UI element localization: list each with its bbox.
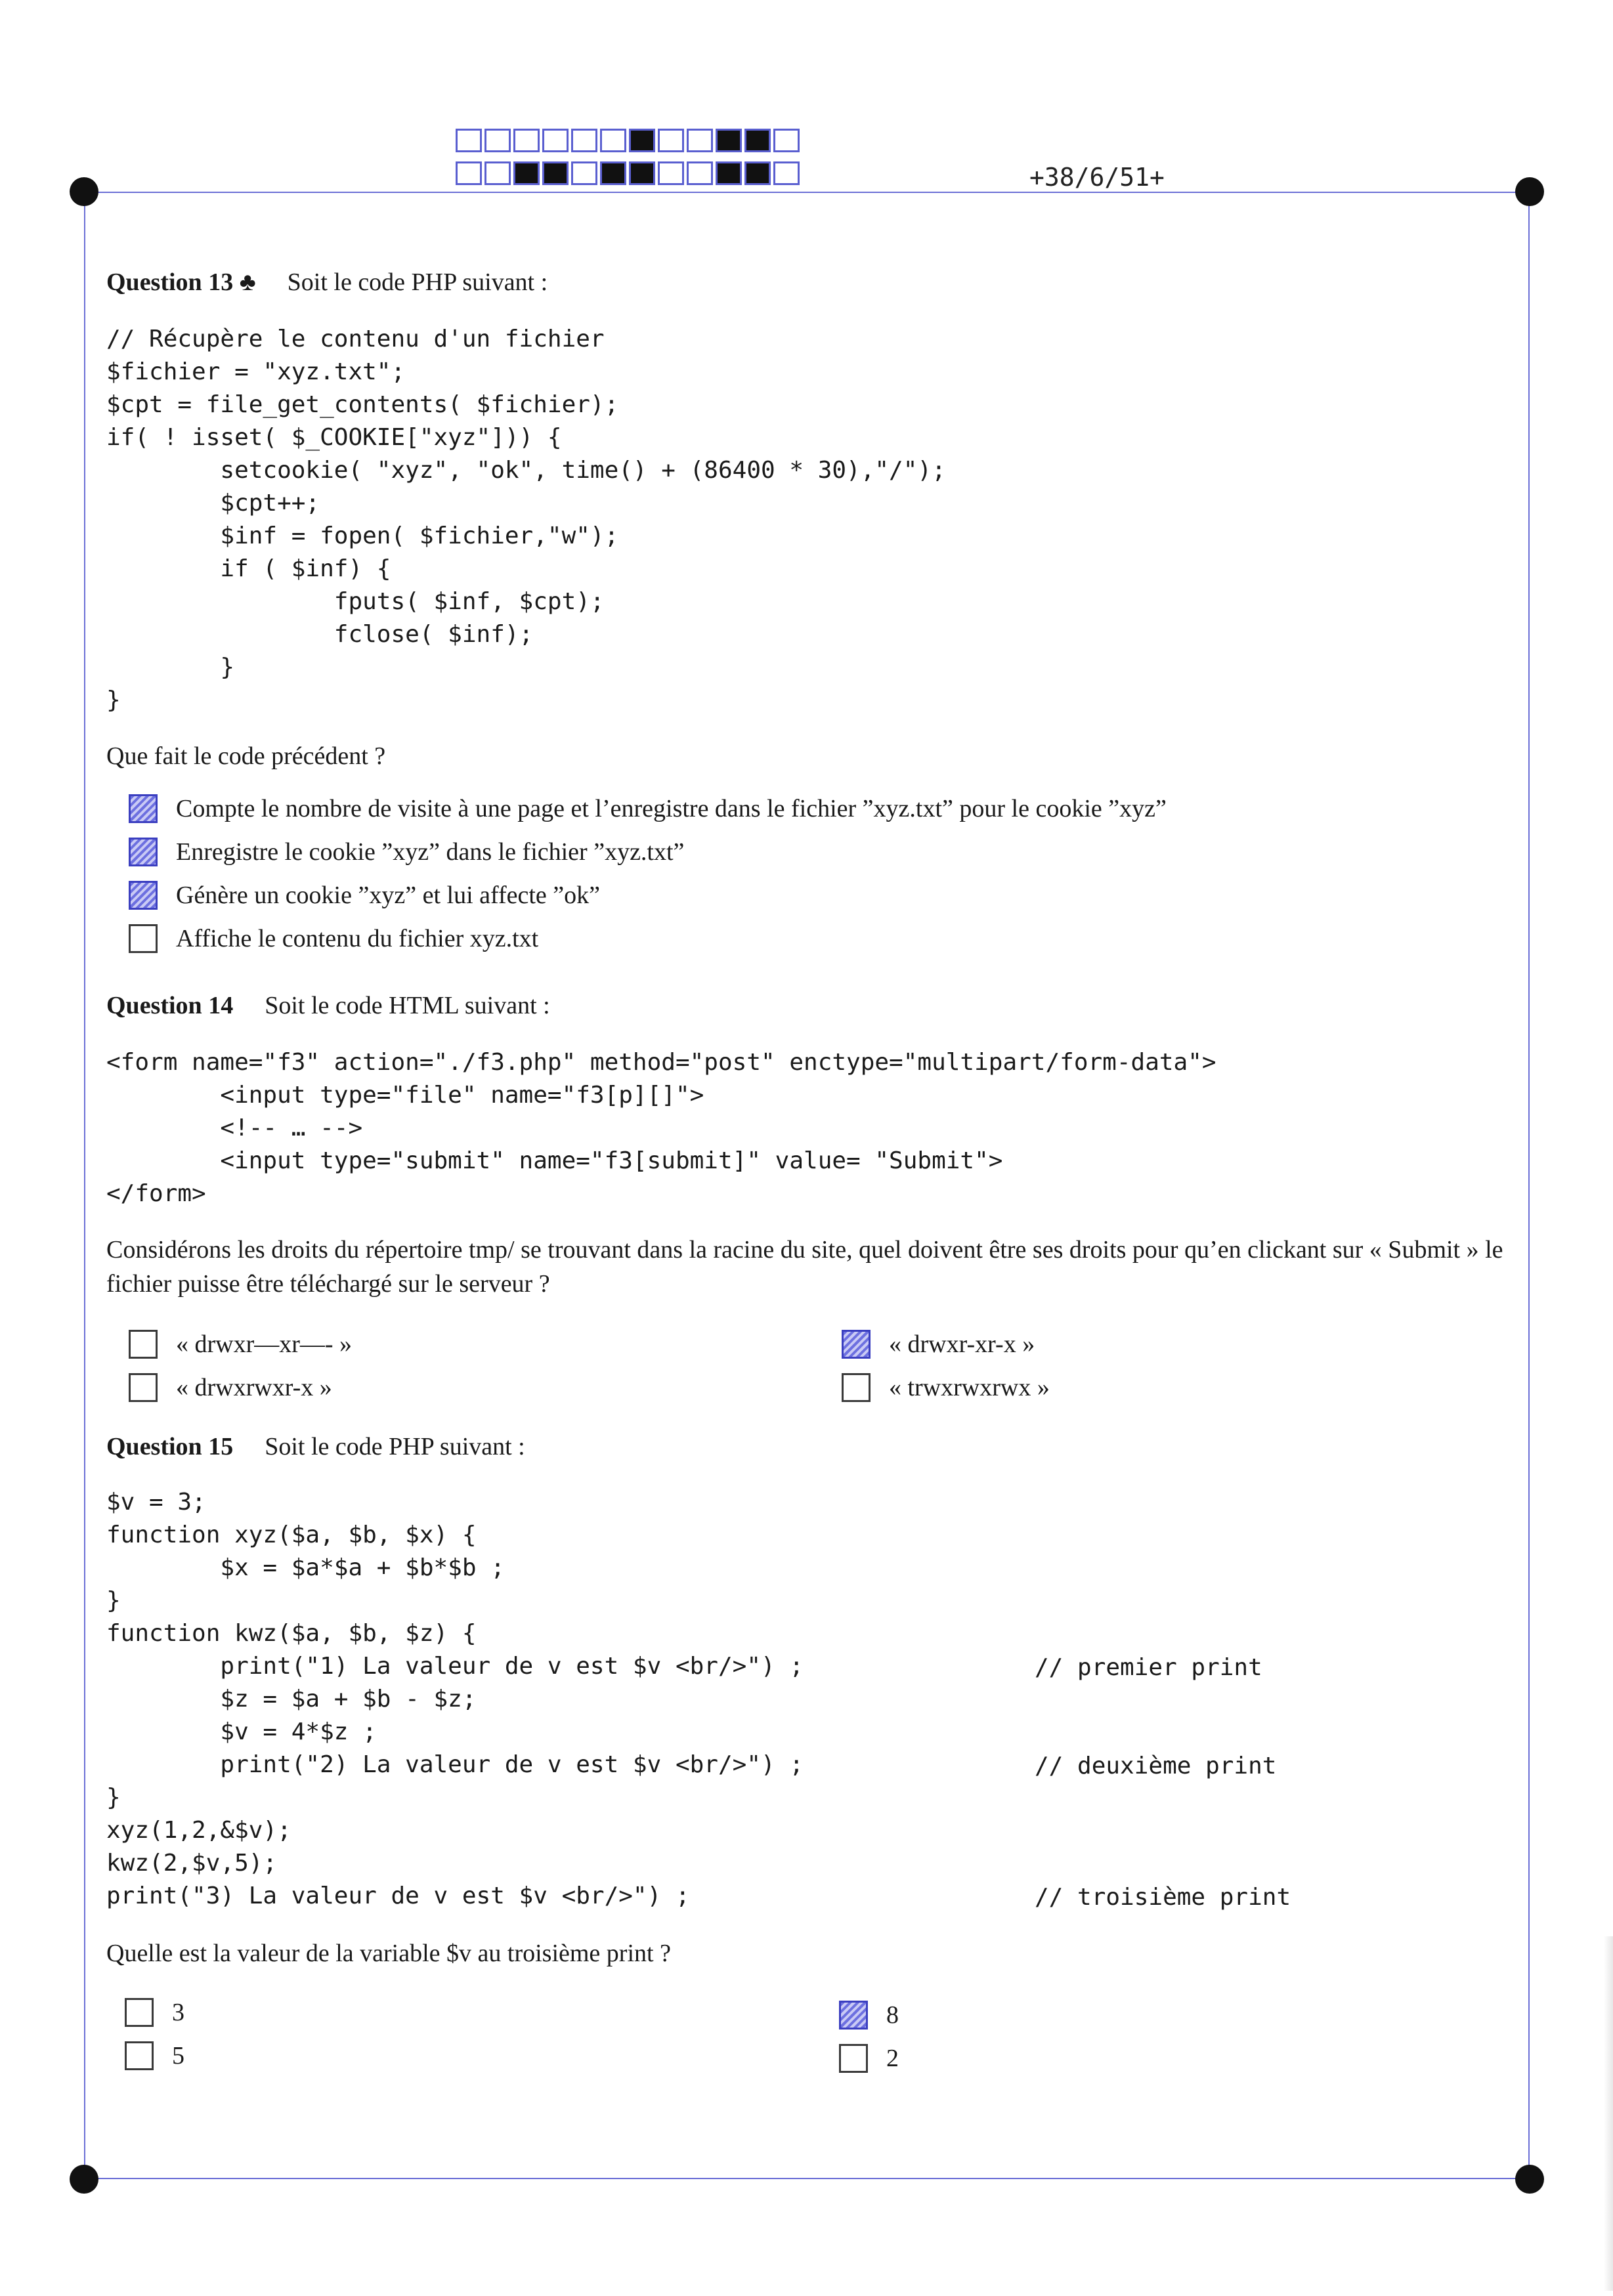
answer-label: Compte le nombre de visite à une page et l’enregistre dans le fichier ”xyz.txt” pour le cookie ”xyz” <box>176 795 1167 822</box>
question-14-intro: Soit le code HTML suivant : <box>265 992 550 1019</box>
barcode-cell <box>629 129 655 152</box>
barcode-cell <box>484 161 511 185</box>
barcode-cell <box>542 129 569 152</box>
comment-premier-print: // premier print <box>1035 1654 1262 1681</box>
q15-answer-1[interactable] <box>125 1998 184 2027</box>
barcode-cell <box>513 129 540 152</box>
question-14-prompt: Considérons les droits du répertoire tmp/ se trouvant dans la racine du site, quel doivent être ses droits pour qu’en clickant sur « Submit » le fichier puisse être téléchargé sur le serveur ? <box>106 1236 1503 1298</box>
barcode-cell <box>773 161 800 185</box>
barcode-cell <box>513 161 540 185</box>
answer-checkbox[interactable] <box>129 881 158 910</box>
barcode-cell <box>542 161 569 185</box>
barcode-cell <box>484 129 511 152</box>
answer-checkbox[interactable] <box>129 1330 158 1359</box>
question-13-code: // Récupère le contenu d'un fichier $fichier = "xyz.txt"; $cpt = file_get_contents( $fichier); if( ! isset( $_COOKIE["xyz"])) { setcookie( "xyz", "ok", time() + (86400 * 30),"/"); $cpt++; $inf = fopen( $fichier,"w"); if ( $inf) { fputs( $inf, $cpt); fclose( $inf); } } <box>106 326 946 713</box>
corner-mark-bottom-right <box>1515 2165 1544 2194</box>
answer-label: « drwxr-xr-x » <box>889 1330 1035 1358</box>
comment-deuxieme-print: // deuxième print <box>1035 1753 1277 1779</box>
answer-label: « trwxrwxrwx » <box>889 1374 1050 1401</box>
barcode-cell <box>744 129 771 152</box>
q14-answer-1[interactable] <box>129 1330 352 1359</box>
answer-label: Affiche le contenu du fichier xyz.txt <box>176 925 539 952</box>
question-15-intro: Soit le code PHP suivant : <box>265 1433 525 1460</box>
q13-answer-1[interactable] <box>129 794 1167 823</box>
answer-checkbox[interactable] <box>842 1373 871 1402</box>
q13-answer-4[interactable] <box>129 924 538 953</box>
barcode-row-1 <box>456 129 802 152</box>
barcode-cell <box>773 129 800 152</box>
comment-troisieme-print: // troisième print <box>1035 1884 1291 1911</box>
q15-answer-4[interactable] <box>839 2044 899 2073</box>
barcode-cell <box>744 161 771 185</box>
page-id: +38/6/51+ <box>1029 163 1165 192</box>
answer-checkbox[interactable] <box>839 2044 868 2073</box>
corner-mark-bottom-left <box>70 2165 98 2194</box>
answer-label: Génère un cookie ”xyz” et lui affecte ”ok” <box>176 882 600 909</box>
corner-mark-top-left <box>70 177 98 206</box>
barcode-cell <box>571 129 597 152</box>
answer-checkbox[interactable] <box>839 2001 868 2030</box>
answer-label: « drwxr—xr—- » <box>176 1330 353 1358</box>
question-15-number: Question 15 <box>106 1433 234 1460</box>
barcode-cell <box>629 161 655 185</box>
question-13-intro: Soit le code PHP suivant : <box>287 268 548 296</box>
question-13-prompt: Que fait le code précédent ? <box>106 742 386 770</box>
barcode-cell <box>658 161 684 185</box>
barcode-cell <box>687 129 713 152</box>
barcode-cell <box>600 161 626 185</box>
answer-label: 2 <box>886 2045 899 2072</box>
question-14-number: Question 14 <box>106 992 234 1019</box>
question-15-title <box>106 1432 525 1461</box>
q14-answer-2[interactable] <box>842 1330 1035 1359</box>
q14-answer-4[interactable] <box>842 1373 1050 1402</box>
barcode-cell <box>456 129 482 152</box>
q14-answer-3[interactable] <box>129 1373 332 1402</box>
barcode-cell <box>687 161 713 185</box>
question-15-prompt: Quelle est la valeur de la variable $v au troisième print ? <box>106 1940 671 1967</box>
q13-answer-3[interactable] <box>129 881 600 910</box>
barcode-cell <box>716 129 742 152</box>
barcode-cell <box>456 161 482 185</box>
question-14-code: <form name="f3" action="./f3.php" method="post" enctype="multipart/form-data"> <input type="file" name="f3[p][]"> <!-- … --> <input type="submit" name="f3[submit]" value= "Submit"> </form> <box>106 1049 1216 1207</box>
scan-edge-shadow <box>1604 1936 1613 2291</box>
answer-checkbox[interactable] <box>129 794 158 823</box>
answer-checkbox[interactable] <box>129 924 158 953</box>
answer-label: Enregistre le cookie ”xyz” dans le fichier ”xyz.txt” <box>176 838 685 866</box>
answer-checkbox[interactable] <box>125 2041 154 2070</box>
barcode-row-2 <box>456 161 802 185</box>
barcode-cell <box>716 161 742 185</box>
question-13-title <box>106 268 548 297</box>
barcode-cell <box>658 129 684 152</box>
barcode-cell <box>571 161 597 185</box>
answer-label: 8 <box>886 2001 899 2029</box>
question-14-title <box>106 991 550 1020</box>
question-15-code: $v = 3; function xyz($a, $b, $x) { $x = $a*$a + $b*$b ; } function kwz($a, $b, $z) { print("1) La valeur de v est $v <br/>") ; $z = $a + $b - $z; $v = 4*$z ; print("2) La valeur de v est $v <br/>") ; } xyz(1,2,&$v); kwz(2,$v,5); print("3) La valeur de v est $v <br/>") ; <box>106 1489 804 1909</box>
answer-checkbox[interactable] <box>842 1330 871 1359</box>
answer-label: 3 <box>172 1999 184 2026</box>
answer-checkbox[interactable] <box>125 1998 154 2027</box>
barcode-cell <box>600 129 626 152</box>
q13-answer-2[interactable] <box>129 838 684 866</box>
answer-label: 5 <box>172 2042 184 2070</box>
corner-mark-top-right <box>1515 177 1544 206</box>
answer-label: « drwxrwxr-x » <box>176 1374 332 1401</box>
answer-checkbox[interactable] <box>129 838 158 866</box>
q15-answer-2[interactable] <box>839 2001 899 2030</box>
question-13-number: Question 13 ♣ <box>106 268 256 296</box>
answer-checkbox[interactable] <box>129 1373 158 1402</box>
q15-answer-3[interactable] <box>125 2041 184 2070</box>
